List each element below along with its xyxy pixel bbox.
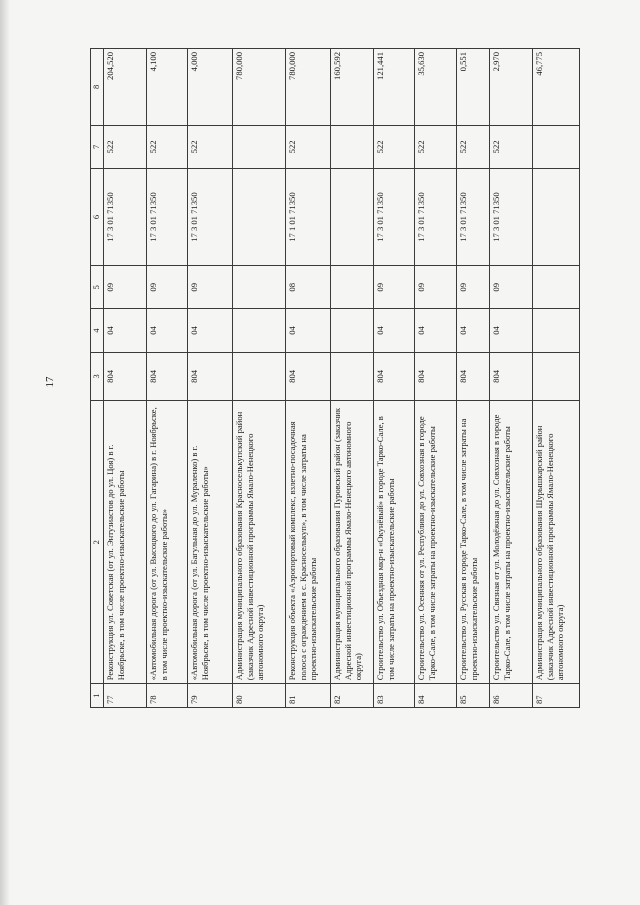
row-amount: 4,000	[188, 49, 233, 126]
row-number: 86	[490, 684, 533, 708]
row-col3: 804	[490, 352, 533, 401]
row-amount: 35,630	[415, 49, 457, 126]
row-col5: 09	[490, 266, 533, 309]
row-col7	[533, 125, 580, 168]
table-row	[233, 49, 286, 708]
row-name: «Автомобильная дорога (от ул. Багульная до ул. Мураленко) в г. Ноябрьске, в том числе проектно-изыскательские работы»	[188, 401, 233, 684]
row-col4: 04	[147, 309, 188, 352]
row-col4: 04	[457, 309, 490, 352]
table-row	[331, 49, 374, 708]
row-col5: 09	[374, 266, 415, 309]
scan-edge-shadow	[0, 0, 10, 905]
row-amount: 121,441	[374, 49, 415, 126]
row-name: Строительство ул. Объездная мкр-н «Окунёвый» в городе Тарко-Сале, в том числе затраты на проектно-изыскательские работы	[374, 401, 415, 684]
header-cell: 6	[91, 168, 104, 265]
header-cell: 2	[91, 401, 104, 684]
row-amount: 0,551	[457, 49, 490, 126]
row-col6: 17 3 01 71350	[104, 168, 147, 265]
row-col3: 804	[374, 352, 415, 401]
table-row	[457, 49, 490, 708]
table-row	[415, 49, 457, 708]
row-col3	[233, 352, 286, 401]
row-name: Строительство ул. Русская в городе Тарко-Сале, в том числе затраты на проектно-изыскательские работы	[457, 401, 490, 684]
row-col6	[533, 168, 580, 265]
row-col4	[233, 309, 286, 352]
row-name: Реконструкция объекта «Аэропортовый комплекс, взлетно-посадочная полоса с ограждением в с. Красноселькуп», в том числе затраты на проектно-изыскательские работы	[286, 401, 331, 684]
row-col4: 04	[490, 309, 533, 352]
row-col7: 522	[147, 125, 188, 168]
row-col7	[233, 125, 286, 168]
row-number: 78	[147, 684, 188, 708]
row-name: Строительство ул. Связная от ул. Молодёжная до ул. Совхозная в городе Тарко-Сале, в том числе затраты на проектно-изыскательские работы	[490, 401, 533, 684]
row-col5: 09	[104, 266, 147, 309]
row-amount: 46,775	[533, 49, 580, 126]
row-col4	[331, 309, 374, 352]
row-col7: 522	[104, 125, 147, 168]
table-row	[147, 49, 188, 708]
row-amount: 4,100	[147, 49, 188, 126]
row-col6: 17 3 01 71350	[490, 168, 533, 265]
header-cell: 4	[91, 309, 104, 352]
row-name: Администрация муниципального образования Красноселькупский район (заказчик Адресной инвестиционной программы Ямало-Ненецкого автономного округа)	[233, 401, 286, 684]
table-row	[104, 49, 147, 708]
table-row	[374, 49, 415, 708]
table-row	[533, 49, 580, 708]
table-header-row	[91, 49, 104, 708]
row-number: 83	[374, 684, 415, 708]
row-col4: 04	[374, 309, 415, 352]
row-col4: 04	[286, 309, 331, 352]
row-col4: 04	[104, 309, 147, 352]
row-col7: 522	[286, 125, 331, 168]
row-name: Администрация муниципального образования Пуровский район (заказчик Адресной инвестиционной программы Ямало-Ненецкого автономного округа)	[331, 401, 374, 684]
row-col3: 804	[415, 352, 457, 401]
row-col6: 17 3 01 71350	[188, 168, 233, 265]
row-col5: 09	[188, 266, 233, 309]
row-col5: 08	[286, 266, 331, 309]
row-col3	[533, 352, 580, 401]
header-cell: 8	[91, 49, 104, 126]
row-col6: 17 3 01 71350	[374, 168, 415, 265]
row-col4	[533, 309, 580, 352]
row-col7: 522	[490, 125, 533, 168]
row-col3: 804	[188, 352, 233, 401]
table-row	[490, 49, 533, 708]
row-col5: 09	[147, 266, 188, 309]
row-col3: 804	[147, 352, 188, 401]
row-number: 79	[188, 684, 233, 708]
header-cell: 7	[91, 125, 104, 168]
row-number: 85	[457, 684, 490, 708]
row-col3: 804	[286, 352, 331, 401]
row-amount: 204,520	[104, 49, 147, 126]
row-col7: 522	[457, 125, 490, 168]
table-row	[286, 49, 331, 708]
row-amount: 2,970	[490, 49, 533, 126]
row-col6: 17 3 01 71350	[147, 168, 188, 265]
row-name: Администрация муниципального образования Шурышкарский район (заказчик Адресной инвестиционной программы Ямало-Ненецкого автономного округа)	[533, 401, 580, 684]
table-row	[188, 49, 233, 708]
header-cell: 1	[91, 684, 104, 708]
row-col6: 17 3 01 71350	[415, 168, 457, 265]
budget-table	[90, 48, 580, 708]
header-cell: 5	[91, 266, 104, 309]
row-number: 81	[286, 684, 331, 708]
row-amount: 780,000	[286, 49, 331, 126]
row-amount: 160,592	[331, 49, 374, 126]
row-col3	[331, 352, 374, 401]
row-name: «Автомобильная дорога (от ул. Высоцкого до ул. Гагарина) в г. Ноябрьске, в том числе проектно-изыскательские работы»	[147, 401, 188, 684]
row-col4: 04	[188, 309, 233, 352]
row-col3: 804	[457, 352, 490, 401]
row-col6	[233, 168, 286, 265]
row-number: 84	[415, 684, 457, 708]
rotated-table-wrapper	[90, 48, 598, 708]
row-col7: 522	[188, 125, 233, 168]
row-col7	[331, 125, 374, 168]
row-col7: 522	[374, 125, 415, 168]
row-number: 87	[533, 684, 580, 708]
row-name: Реконструкция ул. Советская (от ул. Энтузиастов до ул. Цоя) в г. Ноябрьске, в том числе проектно-изыскательские работы	[104, 401, 147, 684]
row-number: 77	[104, 684, 147, 708]
row-col4: 04	[415, 309, 457, 352]
row-col5	[233, 266, 286, 309]
row-col5	[533, 266, 580, 309]
row-col6	[331, 168, 374, 265]
header-cell: 3	[91, 352, 104, 401]
row-col5: 09	[415, 266, 457, 309]
row-col7: 522	[415, 125, 457, 168]
row-amount: 780,000	[233, 49, 286, 126]
row-col6: 17 1 01 71350	[286, 168, 331, 265]
row-col3: 804	[104, 352, 147, 401]
row-name: Строительство ул. Осенняя от ул. Республики до ул. Совхозная в городе Тарко-Сале, в том числе затраты на проектно-изыскательские работы	[415, 401, 457, 684]
row-col6: 17 3 01 71350	[457, 168, 490, 265]
row-number: 80	[233, 684, 286, 708]
page-number: 17	[44, 376, 56, 388]
row-col5: 09	[457, 266, 490, 309]
row-col5	[331, 266, 374, 309]
row-number: 82	[331, 684, 374, 708]
